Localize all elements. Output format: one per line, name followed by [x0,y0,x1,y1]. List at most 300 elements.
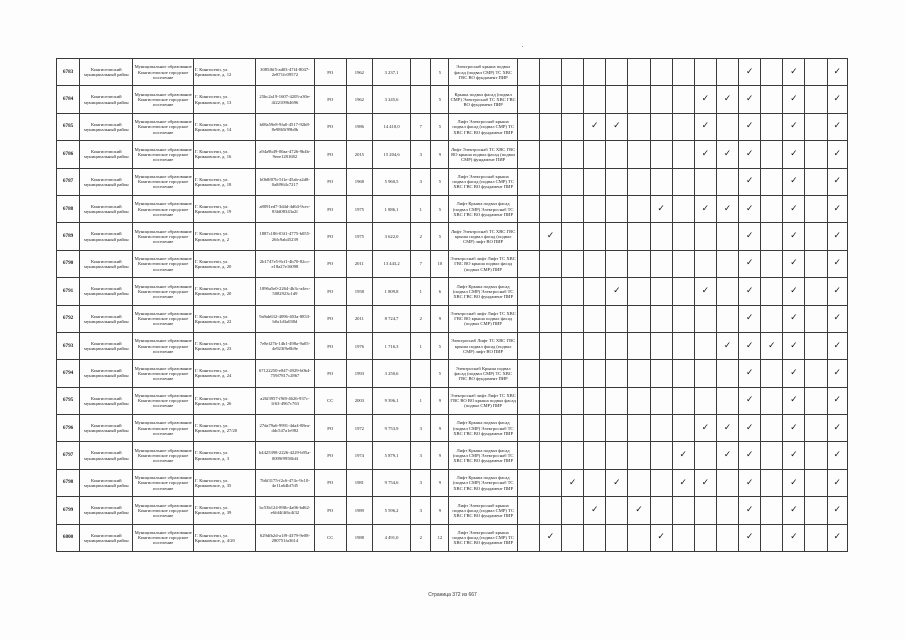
empty-cell [694,497,716,524]
district-cell: Кингисеппский муниципальный район [80,278,133,305]
works-cell: Электроснаб лифт Лифт ТС ХВС ГВС ВО крыша подвал фасад (подвал СМР) ПИР [449,250,517,277]
floors-cell: 3 [411,497,431,524]
works-cell: Крыша подвал фасад (подвал СМР) Электроснаб ТС ХВС ГВС ВО фундамент ПИР [449,86,517,113]
empty-cell [761,278,783,305]
address-cell: Г. Кингисепп, ул. Крикковское, д. 4/20 [193,524,255,551]
empty-cell [562,168,584,195]
area-cell: 3 245,6 [372,86,410,113]
owner-cell: Муниципальное образование Кингисеппское городское поселение [133,360,193,387]
area-cell: 5 879,1 [372,442,410,469]
empty-cell [584,415,606,442]
empty-cell [584,387,606,414]
year-cell: 2015 [346,141,372,168]
empty-cell [694,524,716,551]
address-cell: Г. Кингисепп, ул. Крикковское, д. 18 [193,168,255,195]
row-number: 6789 [57,223,80,250]
type-cell: СС [314,387,346,414]
empty-cell [672,278,694,305]
type-cell: РО [314,360,346,387]
empty-cell [805,278,827,305]
empty-cell [672,360,694,387]
table-row [57,59,848,86]
check-mark-icon: ✓ [827,113,847,140]
works-cell: Лифт Крыша подвал фасад (подвал СМР) Электроснаб ТС ХВС ГВС ВО фундамент ПИР [449,442,517,469]
year-cell: 1986 [346,113,372,140]
empty-cell [628,332,650,359]
check-mark-icon: ✓ [783,141,805,168]
empty-cell [694,223,716,250]
area-cell: 1 716,3 [372,332,410,359]
entrances-cell: 5 [431,113,449,140]
empty-cell [761,141,783,168]
owner-cell: Муниципальное образование Кингисеппское городское поселение [133,442,193,469]
row-number: 6788 [57,195,80,222]
empty-cell [694,387,716,414]
empty-cell [650,59,672,86]
check-mark-icon: ✓ [739,442,761,469]
check-mark-icon: ✓ [783,387,805,414]
empty-cell [805,415,827,442]
table-row [57,223,848,250]
row-number: 6795 [57,387,80,414]
check-mark-icon: ✓ [827,497,847,524]
empty-cell [716,524,738,551]
floors-cell: 2 [411,305,431,332]
empty-cell [805,524,827,551]
empty-cell [584,141,606,168]
floors-cell: 3 [411,141,431,168]
check-mark-icon: ✓ [606,469,628,496]
owner-cell: Муниципальное образование Кингисеппское городское поселение [133,195,193,222]
empty-cell [628,415,650,442]
empty-cell [584,332,606,359]
check-mark-icon: ✓ [783,469,805,496]
table-row [57,442,848,469]
works-cell: Электроснаб Лифт ТС ХВС ГВС крыша подвал фасад (подвал СМР) лифт ВО ПИР [449,332,517,359]
empty-cell [584,250,606,277]
table-row [57,524,848,551]
address-cell: Г. Кингисепп, ул. Крикковское, д. 3 [193,442,255,469]
empty-cell [805,195,827,222]
works-cell: Лифт Электроснаб крыша подвал фасад (подвал СМР) ТС ХВС ГВС ВО фундамент ПИР [449,113,517,140]
floors-cell [411,360,431,387]
empty-cell [805,141,827,168]
empty-cell [805,168,827,195]
district-cell: Кингисеппский муниципальный район [80,86,133,113]
address-cell: Г. Кингисепп, ул. Крикковское, д. 39 [193,497,255,524]
empty-cell [672,195,694,222]
empty-cell [539,360,561,387]
works-cell: Электроснаб Крыша подвал фасад (подвал СМР) ТС ХВС ГВС ВО фундамент ПИР [449,360,517,387]
house-code-cell: a94a9b49-00aa-4726-9b4b-9eee1281682 [256,141,314,168]
empty-cell [539,415,561,442]
empty-cell [628,86,650,113]
empty-cell [672,524,694,551]
empty-cell [716,387,738,414]
empty-cell [606,524,628,551]
row-number: 6797 [57,442,80,469]
address-cell: Г. Кингисепп, ул. Крикковское, д. 12 [193,59,255,86]
owner-cell: Муниципальное образование Кингисеппское городское поселение [133,223,193,250]
empty-cell [517,497,539,524]
empty-cell [562,442,584,469]
empty-cell [716,305,738,332]
year-cell: 1988 [346,524,372,551]
area-cell: 13 443,2 [372,250,410,277]
check-mark-icon: ✓ [739,195,761,222]
check-mark-icon: ✓ [739,168,761,195]
year-cell: 1989 [346,497,372,524]
floors-cell: 2 [411,524,431,551]
type-cell: РО [314,223,346,250]
address-cell: Г. Кингисепп, ул. Крикковское, д. 23 [193,332,255,359]
district-cell: Кингисеппский муниципальный район [80,195,133,222]
empty-cell [539,168,561,195]
row-number: 6787 [57,168,80,195]
check-mark-icon: ✓ [827,250,847,277]
entrances-cell: 9 [431,442,449,469]
address-cell: Г. Кингисепп, ул. Крикковское, д. 35 [193,469,255,496]
floors-cell [411,59,431,86]
check-mark-icon: ✓ [783,442,805,469]
floors-cell: 1 [411,332,431,359]
district-cell: Кингисеппский муниципальный район [80,59,133,86]
district-cell: Кингисеппский муниципальный район [80,168,133,195]
floors-cell: 3 [411,168,431,195]
check-mark-icon: ✓ [606,113,628,140]
house-code-cell: b0b8f07b-5f1e-45ab-a2d8-0a8f964c7217 [256,168,314,195]
table-row [57,469,848,496]
empty-cell [716,113,738,140]
empty-cell [517,360,539,387]
house-code-cell: 7e8ef27b-14b1-498a-9a05-4e923f9e0b9e [256,332,314,359]
owner-cell: Муниципальное образование Кингисеппское городское поселение [133,497,193,524]
entrances-cell: 9 [431,469,449,496]
house-code-cell: 3085f6f5-ad03-47f4-8047-2e871fc09572 [256,59,314,86]
owner-cell: Муниципальное образование Кингисеппское городское поселение [133,113,193,140]
register-body [57,59,848,552]
address-cell: Г. Кингисепп, ул. Крикковское, д. 22 [193,305,255,332]
check-mark-icon: ✓ [827,469,847,496]
area-cell: 3 250,6 [372,360,410,387]
empty-cell [650,113,672,140]
check-mark-icon: ✓ [562,469,584,496]
row-number: 6786 [57,141,80,168]
empty-cell [606,497,628,524]
type-cell: РО [314,415,346,442]
empty-cell [517,195,539,222]
empty-cell [562,141,584,168]
empty-cell [584,524,606,551]
empty-cell [562,524,584,551]
table-row [57,332,848,359]
type-cell: РО [314,278,346,305]
entrances-cell: 10 [431,250,449,277]
check-mark-icon: ✓ [739,113,761,140]
empty-cell [650,469,672,496]
check-mark-icon: ✓ [827,332,847,359]
owner-cell: Муниципальное образование Кингисеппское городское поселение [133,168,193,195]
owner-cell: Муниципальное образование Кингисеппское городское поселение [133,469,193,496]
district-cell: Кингисеппский муниципальный район [80,415,133,442]
empty-cell [539,113,561,140]
owner-cell: Муниципальное образование Кингисеппское городское поселение [133,86,193,113]
empty-cell [650,141,672,168]
check-mark-icon: ✓ [783,250,805,277]
empty-cell [584,195,606,222]
empty-cell [694,442,716,469]
check-mark-icon: ✓ [716,332,738,359]
house-code-cell: 25bc2a19-1607-4205-a30e-4f2210964696 [256,86,314,113]
empty-cell [628,387,650,414]
table-row [57,415,848,442]
empty-cell [672,332,694,359]
check-mark-icon: ✓ [694,141,716,168]
district-cell: Кингисеппский муниципальный район [80,497,133,524]
empty-cell [672,415,694,442]
empty-cell [606,387,628,414]
entrances-cell: 5 [431,360,449,387]
year-cell: 1975 [346,223,372,250]
area-cell: 9 753,9 [372,415,410,442]
empty-cell [672,305,694,332]
empty-cell [606,250,628,277]
house-code-cell: 27da79a6-9991-4da4-88ea-ddc547a1e982 [256,415,314,442]
empty-cell [517,141,539,168]
empty-cell [517,278,539,305]
type-cell: РО [314,250,346,277]
check-mark-icon: ✓ [650,524,672,551]
house-code-cell: 1896a5e0-2264-4b3c-a4ec-5082923c1d9 [256,278,314,305]
empty-cell [628,442,650,469]
check-mark-icon: ✓ [827,141,847,168]
house-code-cell: a8091ed7-3d4d-4d64-9cec-83fd08343a2f [256,195,314,222]
year-cell: 1974 [346,442,372,469]
house-code-cell: a26f3957-f9f8-4626-937c-1f63-4967c763 [256,387,314,414]
empty-cell [672,59,694,86]
year-cell: 1972 [346,415,372,442]
year-cell: 2011 [346,250,372,277]
empty-cell [650,442,672,469]
type-cell: РО [314,497,346,524]
house-code-cell: 629dfb2d-a1f9-4379-9e08-280751fa3614 [256,524,314,551]
empty-cell [650,86,672,113]
works-cell: Лифт Крыша подвал фасад (подвал СМР) Электроснаб ТС ХВС ГВС ВО фундамент ПИР [449,278,517,305]
owner-cell: Муниципальное образование Кингисеппское городское поселение [133,59,193,86]
table-row [57,195,848,222]
table-row [57,497,848,524]
empty-cell [539,332,561,359]
empty-cell [517,442,539,469]
empty-cell [805,469,827,496]
empty-cell [606,442,628,469]
empty-cell [562,278,584,305]
table-row [57,141,848,168]
empty-cell [606,86,628,113]
address-cell: Г. Кингисепп, ул. Крикковское, д. 2 [193,223,255,250]
empty-cell [539,497,561,524]
empty-cell [628,360,650,387]
house-code-cell: b08a59e8-9fa0-4517-92b8-8e9865f99b0b [256,113,314,140]
floors-cell: 7 [411,250,431,277]
year-cell: 1975 [346,195,372,222]
year-cell: 1981 [346,469,372,496]
empty-cell [517,113,539,140]
empty-cell [761,113,783,140]
check-mark-icon: ✓ [694,415,716,442]
district-cell: Кингисеппский муниципальный район [80,113,133,140]
empty-cell [539,442,561,469]
empty-cell [517,86,539,113]
empty-cell [517,305,539,332]
empty-cell [628,141,650,168]
empty-cell [517,524,539,551]
empty-cell [517,415,539,442]
check-mark-icon: ✓ [827,86,847,113]
row-number: 6799 [57,497,80,524]
empty-cell [606,305,628,332]
empty-cell [562,497,584,524]
row-number: 6784 [57,86,80,113]
empty-cell [672,387,694,414]
works-cell: Лифт Электроснаб ТС ХВС ГВС крыша подвал фасад (подвал СМР) лифт ВО ПИР [449,223,517,250]
entrances-cell: 9 [431,497,449,524]
empty-cell [761,223,783,250]
check-mark-icon: ✓ [827,278,847,305]
row-number: 6798 [57,469,80,496]
check-mark-icon: ✓ [783,278,805,305]
house-code-cell: 2b1747e5-8cf1-4b70-82cc-e18a27e16098 [256,250,314,277]
check-mark-icon: ✓ [739,59,761,86]
empty-cell [539,59,561,86]
type-cell: РО [314,59,346,86]
empty-cell [672,141,694,168]
empty-cell [761,387,783,414]
check-mark-icon: ✓ [827,59,847,86]
area-cell: 5 960,5 [372,168,410,195]
check-mark-icon: ✓ [739,332,761,359]
empty-cell [606,195,628,222]
empty-cell [805,250,827,277]
entrances-cell: 9 [431,415,449,442]
empty-cell [716,469,738,496]
empty-cell [694,250,716,277]
table-row [57,387,848,414]
check-mark-icon: ✓ [827,195,847,222]
check-mark-icon: ✓ [827,168,847,195]
year-cell: 1993 [346,360,372,387]
district-cell: Кингисеппский муниципальный район [80,469,133,496]
area-cell: 1 809,8 [372,278,410,305]
empty-cell [606,59,628,86]
entrances-cell: 5 [431,332,449,359]
owner-cell: Муниципальное образование Кингисеппское городское поселение [133,305,193,332]
table-row [57,360,848,387]
year-cell: 1968 [346,168,372,195]
check-mark-icon: ✓ [739,469,761,496]
empty-cell [628,168,650,195]
address-cell: Г. Кингисепп, ул. Крикковское, д. 14 [193,113,255,140]
empty-cell [539,86,561,113]
empty-cell [562,360,584,387]
check-mark-icon: ✓ [739,278,761,305]
district-cell: Кингисеппский муниципальный район [80,250,133,277]
type-cell: РО [314,469,346,496]
check-mark-icon: ✓ [783,113,805,140]
empty-cell [672,86,694,113]
year-cell: 1976 [346,332,372,359]
empty-cell [672,250,694,277]
floors-cell: 3 [411,469,431,496]
empty-cell [584,223,606,250]
check-mark-icon: ✓ [650,195,672,222]
type-cell: РО [314,141,346,168]
empty-cell [805,113,827,140]
empty-cell [761,415,783,442]
check-mark-icon: ✓ [694,86,716,113]
table-row [57,168,848,195]
check-mark-icon: ✓ [584,497,606,524]
house-code-cell: 67122250-e847-4929-b0b4-759f7817c2867 [256,360,314,387]
check-mark-icon: ✓ [539,223,561,250]
check-mark-icon: ✓ [716,141,738,168]
empty-cell [539,195,561,222]
check-mark-icon: ✓ [827,415,847,442]
row-number: 6793 [57,332,80,359]
empty-cell [650,415,672,442]
empty-cell [584,59,606,86]
district-cell: Кингисеппский муниципальный район [80,442,133,469]
row-number: 6783 [57,59,80,86]
address-cell: Г. Кингисепп, ул. Крикковское, д. 13 [193,86,255,113]
year-cell: 1962 [346,86,372,113]
owner-cell: Муниципальное образование Кингисеппское городское поселение [133,332,193,359]
empty-cell [584,168,606,195]
entrances-cell: 9 [431,305,449,332]
empty-cell [650,332,672,359]
empty-cell [562,250,584,277]
empty-cell [805,360,827,387]
empty-cell [805,387,827,414]
empty-cell [716,59,738,86]
entrances-cell: 5 [431,86,449,113]
entrances-cell: 5 [431,168,449,195]
floors-cell: 1 [411,387,431,414]
empty-cell [584,305,606,332]
address-cell: Г. Кингисепп, ул. Крикковское, д. 24 [193,360,255,387]
works-cell: Лифт Крыша подвал фасад (подвал СМР) Электроснаб ТС ХВС ГВС ВО фундамент ПИР [449,415,517,442]
empty-cell [761,469,783,496]
empty-cell [805,305,827,332]
house-code-cell: bc53b124-89fb-4a06-bd62-e6fd4f4f6c4f32 [256,497,314,524]
empty-cell [562,86,584,113]
register-table [56,58,848,552]
works-cell: Лифт Крыша подвал фасад (подвал СМР) Электроснаб ТС ХВС ГВС ВО фундамент ПИР [449,195,517,222]
empty-cell [650,305,672,332]
entrances-cell: 6 [431,278,449,305]
check-mark-icon: ✓ [739,305,761,332]
empty-cell [694,305,716,332]
empty-cell [805,59,827,86]
address-cell: Г. Кингисепп, ул. Крикковское, д. 20 [193,250,255,277]
row-number: 6796 [57,415,80,442]
check-mark-icon: ✓ [739,141,761,168]
area-cell: 5 596,2 [372,497,410,524]
empty-cell [761,524,783,551]
empty-cell [584,86,606,113]
floors-cell: 3 [411,415,431,442]
district-cell: Кингисеппский муниципальный район [80,332,133,359]
